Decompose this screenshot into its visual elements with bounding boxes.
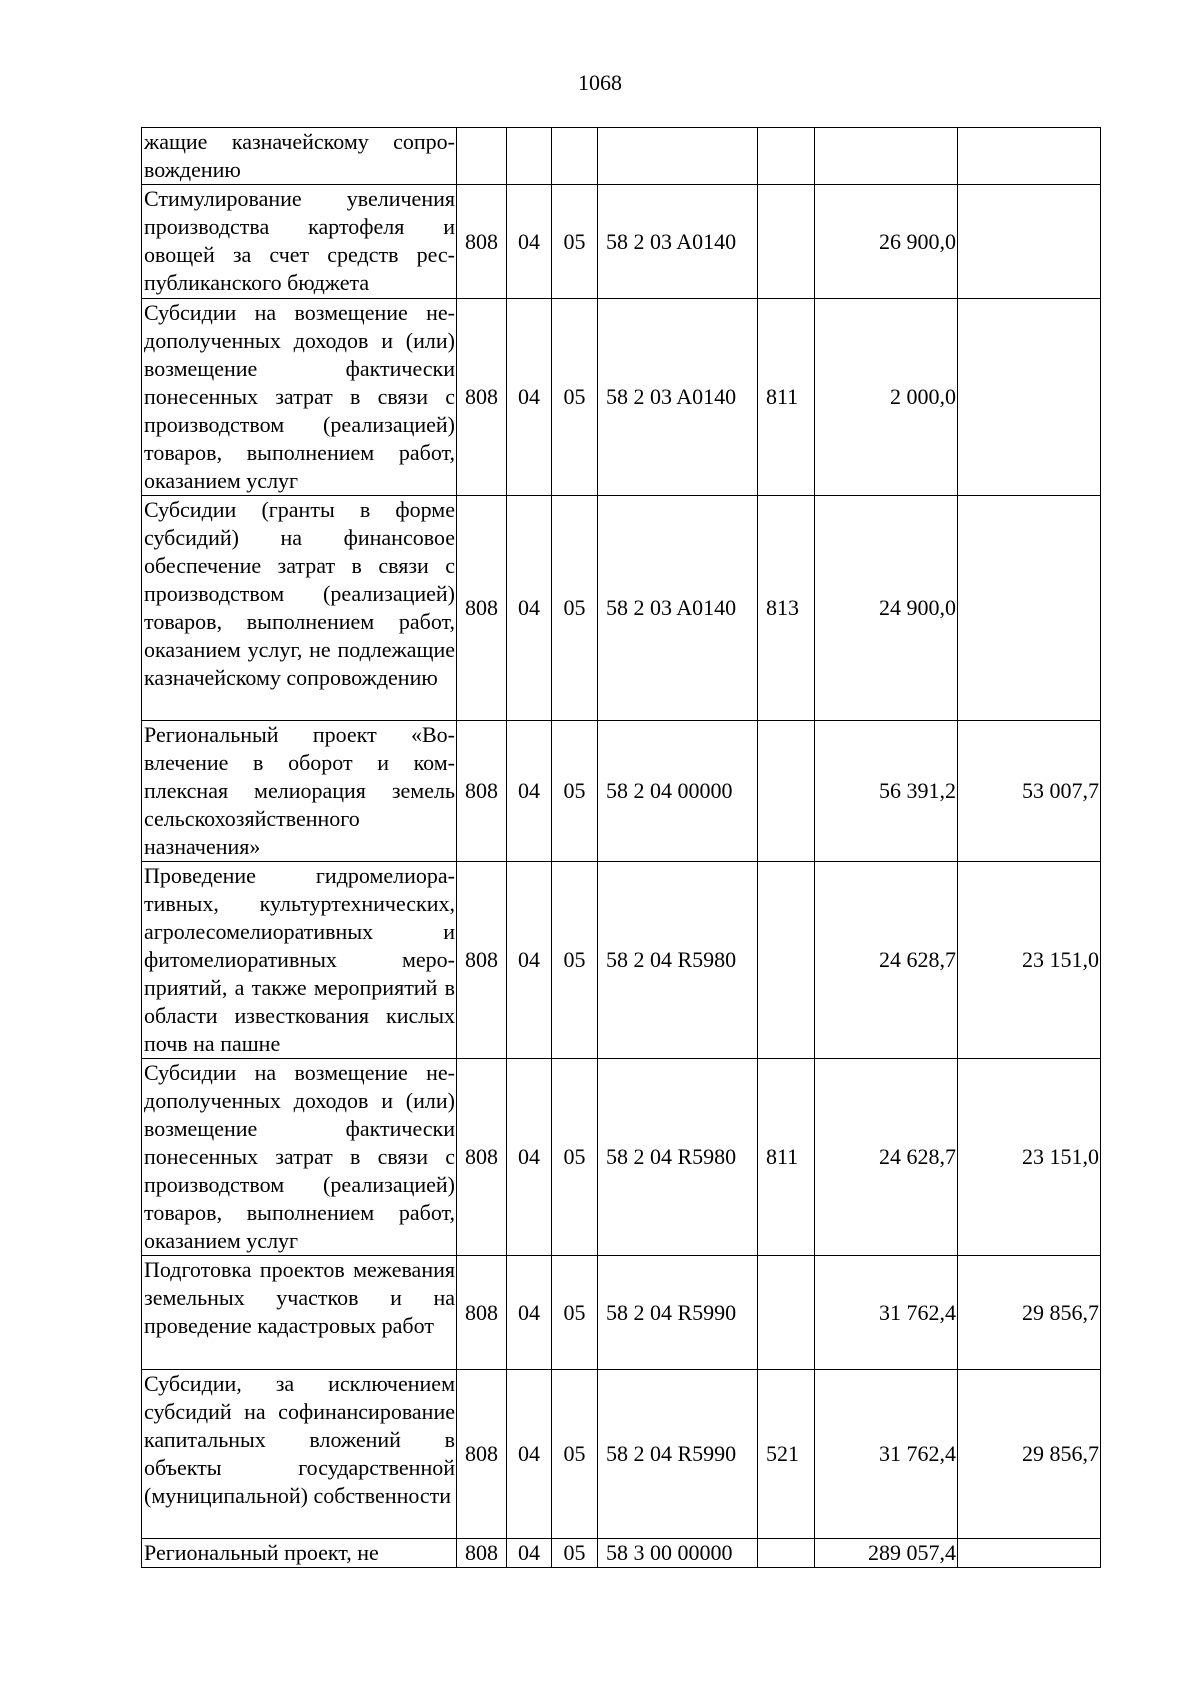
- ministry-code: 808: [457, 1539, 507, 1568]
- row-name: Субсидии на возмещение недополученных доходов и (или) возмещение фактически понесенных затрат в связи с производством (реализацией) товаров, выполнением работ, оказанием услуг: [142, 299, 457, 496]
- row-name: Проведение гидромелиоративных, культуртехнических, агролесомелиоративных и фитомелиоративных мероприятий, а также мероприятий в области известкования кислых почв на пашне: [142, 862, 457, 1059]
- expense-type-code: 811: [758, 299, 815, 496]
- amount-first-year: 24 628,7: [815, 1059, 958, 1256]
- subsection-code: 05: [552, 496, 598, 721]
- subsection-code: 05: [552, 1370, 598, 1539]
- section-code: 04: [507, 862, 552, 1059]
- amount-second-year: [958, 128, 1101, 185]
- subsection-code: 05: [552, 862, 598, 1059]
- subsection-code: [552, 128, 598, 185]
- amount-first-year: 31 762,4: [815, 1370, 958, 1539]
- section-code: 04: [507, 299, 552, 496]
- section-code: 04: [507, 721, 552, 862]
- subsection-code: 05: [552, 1256, 598, 1370]
- table-row: [142, 721, 1101, 862]
- table-row: [142, 1539, 1101, 1568]
- ministry-code: [457, 128, 507, 185]
- target-article-code: 58 3 00 00000: [598, 1539, 758, 1568]
- table-row: [142, 299, 1101, 496]
- ministry-code: 808: [457, 185, 507, 299]
- section-code: 04: [507, 1256, 552, 1370]
- amount-second-year: [958, 185, 1101, 299]
- page-number: 1068: [578, 70, 622, 95]
- ministry-code: 808: [457, 496, 507, 721]
- section-code: 04: [507, 496, 552, 721]
- subsection-code: 05: [552, 721, 598, 862]
- amount-second-year: 23 151,0: [958, 862, 1101, 1059]
- ministry-code: 808: [457, 1256, 507, 1370]
- row-name: Субсидии (гранты в форме субсидий) на финансовое обеспечение затрат в связи с производством (реализацией) товаров, выполнением работ, оказанием услуг, не подлежащие казначейскому сопровождению: [142, 496, 457, 721]
- subsection-code: 05: [552, 299, 598, 496]
- ministry-code: 808: [457, 1059, 507, 1256]
- target-article-code: 58 2 03 A0140: [598, 496, 758, 721]
- amount-second-year: 29 856,7: [958, 1256, 1101, 1370]
- subsection-code: 05: [552, 1059, 598, 1256]
- expense-type-code: 811: [758, 1059, 815, 1256]
- target-article-code: 58 2 03 A0140: [598, 185, 758, 299]
- expense-type-code: [758, 1539, 815, 1568]
- subsection-code: 05: [552, 1539, 598, 1568]
- expense-type-code: 813: [758, 496, 815, 721]
- amount-first-year: 31 762,4: [815, 1256, 958, 1370]
- target-article-code: 58 2 04 R5980: [598, 862, 758, 1059]
- expense-type-code: [758, 1256, 815, 1370]
- table-row: [142, 862, 1101, 1059]
- amount-first-year: 56 391,2: [815, 721, 958, 862]
- amount-first-year: 2 000,0: [815, 299, 958, 496]
- section-code: 04: [507, 1059, 552, 1256]
- amount-first-year: [815, 128, 958, 185]
- expense-type-code: 521: [758, 1370, 815, 1539]
- expense-type-code: [758, 721, 815, 862]
- section-code: 04: [507, 1539, 552, 1568]
- section-code: 04: [507, 185, 552, 299]
- amount-second-year: 53 007,7: [958, 721, 1101, 862]
- ministry-code: 808: [457, 862, 507, 1059]
- ministry-code: 808: [457, 1370, 507, 1539]
- amount-first-year: 24 900,0: [815, 496, 958, 721]
- budget-table: [141, 127, 1101, 1568]
- target-article-code: 58 2 03 A0140: [598, 299, 758, 496]
- table-row: [142, 1370, 1101, 1539]
- target-article-code: [598, 128, 758, 185]
- row-name: Субсидии на возмещение недополученных доходов и (или) возмещение фактически понесенных затрат в связи с производством (реализацией) товаров, выполнением работ, оказанием услуг: [142, 1059, 457, 1256]
- expense-type-code: [758, 185, 815, 299]
- amount-second-year: 23 151,0: [958, 1059, 1101, 1256]
- ministry-code: 808: [457, 299, 507, 496]
- target-article-code: 58 2 04 R5990: [598, 1370, 758, 1539]
- row-name: Региональный проект «Вовлечение в оборот и комплексная мелиорация земель сельскохозяйственного назначения»: [142, 721, 457, 862]
- section-code: [507, 128, 552, 185]
- amount-second-year: [958, 1539, 1101, 1568]
- expense-type-code: [758, 128, 815, 185]
- section-code: 04: [507, 1370, 552, 1539]
- target-article-code: 58 2 04 00000: [598, 721, 758, 862]
- row-name: Региональный проект, не: [142, 1539, 457, 1568]
- row-name: Стимулирование увеличения производства картофеля и овощей за счет средств республиканского бюджета: [142, 185, 457, 299]
- ministry-code: 808: [457, 721, 507, 862]
- row-name: Подготовка проектов межевания земельных участков и на проведение кадастровых работ: [142, 1256, 457, 1370]
- subsection-code: 05: [552, 185, 598, 299]
- amount-first-year: 26 900,0: [815, 185, 958, 299]
- amount-second-year: 29 856,7: [958, 1370, 1101, 1539]
- table-row: [142, 1256, 1101, 1370]
- table-row: [142, 1059, 1101, 1256]
- amount-second-year: [958, 299, 1101, 496]
- target-article-code: 58 2 04 R5980: [598, 1059, 758, 1256]
- row-name: Субсидии, за исключением субсидий на софинансирование капитальных вложений в объекты государственной (муниципальной) собственности: [142, 1370, 457, 1539]
- amount-first-year: 24 628,7: [815, 862, 958, 1059]
- target-article-code: 58 2 04 R5990: [598, 1256, 758, 1370]
- amount-second-year: [958, 496, 1101, 721]
- row-name: жащие казначейскому сопровождению: [142, 128, 457, 185]
- table-row: [142, 185, 1101, 299]
- table-row: [142, 496, 1101, 721]
- table-row: [142, 128, 1101, 185]
- amount-first-year: 289 057,4: [815, 1539, 958, 1568]
- expense-type-code: [758, 862, 815, 1059]
